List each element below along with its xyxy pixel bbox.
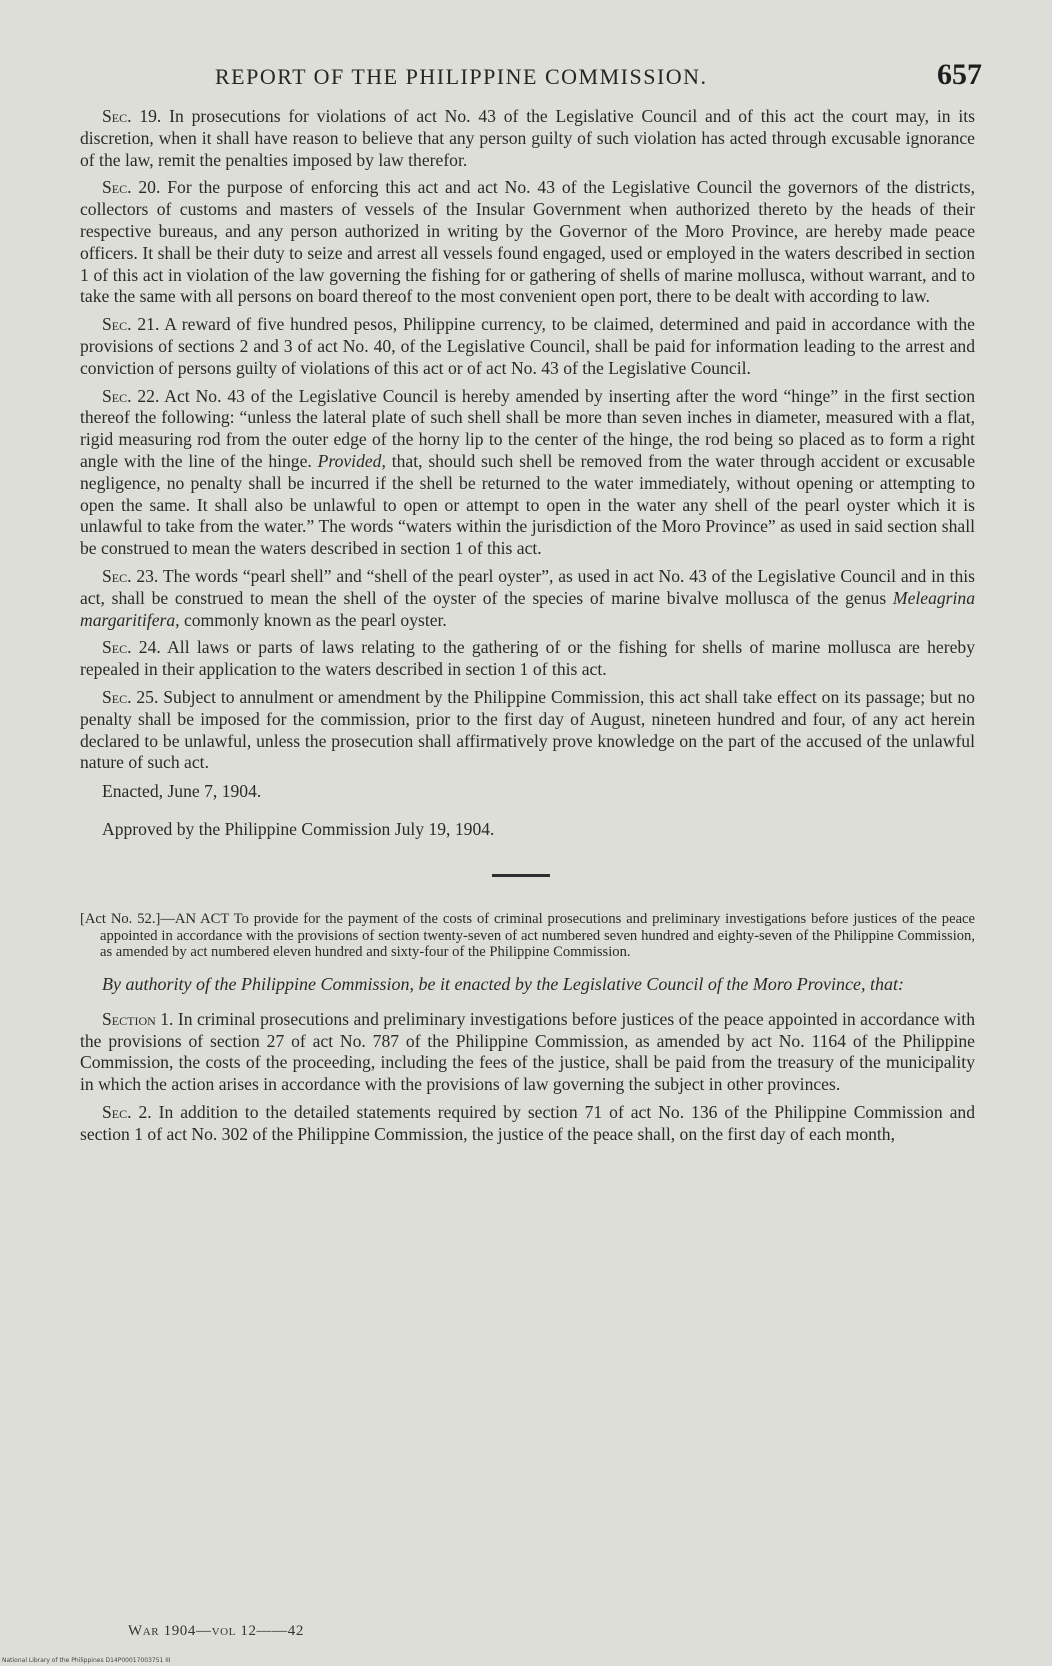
section-italic-text: Provided, xyxy=(317,450,386,471)
signature-footer: War 1904—vol 12——42 xyxy=(128,1623,304,1639)
section-19 xyxy=(80,106,975,171)
enacting-clause: By authority of the Philippine Commission, be it enacted by the Legislative Council of the Moro Province, that: xyxy=(102,973,905,994)
section-text-continued: commonly known as the pearl oyster. xyxy=(183,609,447,630)
section-text: Subject to annulment or amendment by the Philippine Commission, this act shall take effect on its passage; but no penalty shall be imposed for the commission, prior to the first day of August, nineteen hundred and four, of any act herein declared to be unlawful, unless the prosecution shall affirmatively prove knowledge on the part of the accused of the unlawful nature of such act. xyxy=(80,686,975,773)
page-header xyxy=(215,58,990,98)
act-section-2 xyxy=(80,1102,975,1146)
section-25 xyxy=(80,687,975,774)
section-text-continued: that, should such shell be removed from the water through accident or excusable negligence, no penalty shall be incurred if the shell be returned to the water immediately, without opening or attempting to open the same. It shall also be unlawful to open or attempt to open in the water any shell of the pearl oyster which it is unlawful to take from the water.” The words “waters within the jurisdiction of the Moro Province” as used in said section shall be construed to mean the waters described in section 1 of this act. xyxy=(80,450,976,559)
section-label: Sec. 23. xyxy=(102,565,159,586)
section-text: For the purpose of enforcing this act and act No. 43 of the Legislative Council the governors of the districts, collectors of customs and masters of vessels of the Insular Government when authorized thereto by the heads of their respective bureaus, and any person authorized in writing by the Governor of the Moro Province, are hereby made peace officers. It shall be their duty to seize and arrest all vessels found engaged, used or employed in the waters described in section 1 of this act in violation of the law governing the fishing for or gathering of shells of marine mollusca, without warrant, and to take the same with all persons on board thereof to the most convenient open port, there to be dealt with according to law. xyxy=(80,177,975,307)
section-23 xyxy=(80,566,975,631)
enacted-line: Enacted, June 7, 1904. xyxy=(102,781,262,802)
section-divider xyxy=(492,874,550,877)
section-label: Sec. 24. xyxy=(102,637,161,658)
section-label: Sec. 19. xyxy=(102,106,162,126)
section-text: All laws or parts of laws relating to the gathering of or the fishing for shells of marine mollusca are hereby repealed in their application to the waters described in section 1 of this act. xyxy=(80,637,975,680)
page-number: 657 xyxy=(937,58,982,91)
section-text: A reward of five hundred pesos, Philippine currency, to be claimed, determined and paid in accordance with the provisions of sections 2 and 3 of act No. 40, of the Legislative Council, shall be paid for information leading to the arrest and conviction of persons guilty of violations of this act or of act No. 43 of the Legislative Council. xyxy=(80,314,975,378)
approved-line: Approved by the Philippine Commission July 19, 1904. xyxy=(102,819,495,840)
species-name: Meleagrina margaritifera, xyxy=(80,587,976,630)
act-section-1 xyxy=(80,1009,975,1096)
section-label: Sec. 2. xyxy=(102,1102,152,1123)
section-22 xyxy=(80,386,975,560)
section-text: In prosecutions for violations of act No. 43 of the Legislative Council and of this act the court may, in its discretion, when it shall have reason to believe that any person guilty of such violation has acted through excusable ignorance of the law, remit the penalties imposed by law therefor. xyxy=(80,106,975,170)
section-20 xyxy=(80,177,975,308)
section-label: Sec. 22. xyxy=(102,385,160,406)
section-24 xyxy=(80,637,975,681)
section-label: Sec. 21. xyxy=(102,314,160,335)
running-title: REPORT OF THE PHILIPPINE COMMISSION. xyxy=(215,64,708,89)
section-text: Act No. 43 of the Legislative Council is hereby amended by inserting after the word “hinge” in the first section thereof the following: “unless the lateral plate of such shell shall be more than seven inches in diameter, measured with a flat, rigid measuring rod from the outer edge of the horny lip to the center of the hinge, the rod being so placed as to form a right angle with the line of the hinge. xyxy=(80,385,975,471)
section-text: In criminal prosecutions and preliminary investigations before justices of the peace appointed in accordance with the provisions of section 27 of act No. 787 of the Philippine Commission, as amended by act No. 1164 of the Philippine Commission, the costs of the proceeding, including the fees of the justice, shall be paid from the treasury of the municipality in which the action arises in accordance with the provisions of law governing the subject in other provinces. xyxy=(80,1008,975,1095)
section-label: Sec. 20. xyxy=(102,177,161,198)
body-text xyxy=(80,106,975,1152)
act-title-note: [Act No. 52.]—AN ACT To provide for the payment of the costs of criminal prosecutions and preliminary investigations before justices of the peace appointed in accordance with the provisions of section twenty-seven of act numbered seven hundred and eighty-seven of the Philippine Commission, as amended by act numbered eleven hundred and sixty-four of the Philippine Commission. xyxy=(80,911,975,961)
section-label: Sec. 25. xyxy=(102,686,159,707)
scan-credit: National Library of the Philippines D14P00017003751 III xyxy=(2,1657,171,1664)
section-label: Section 1. xyxy=(102,1008,174,1029)
section-21 xyxy=(80,314,975,379)
section-text: The words “pearl shell” and “shell of the pearl oyster”, as used in act No. 43 of the Legislative Council and in this act, shall be construed to mean the shell of the oyster of the species of marine bivalve mollusca of the genus xyxy=(80,565,975,608)
section-text: In addition to the detailed statements required by section 71 of act No. 136 of the Philippine Commission and section 1 of act No. 302 of the Philippine Commission, the justice of the peace shall, on the first day of each month, xyxy=(80,1102,976,1144)
